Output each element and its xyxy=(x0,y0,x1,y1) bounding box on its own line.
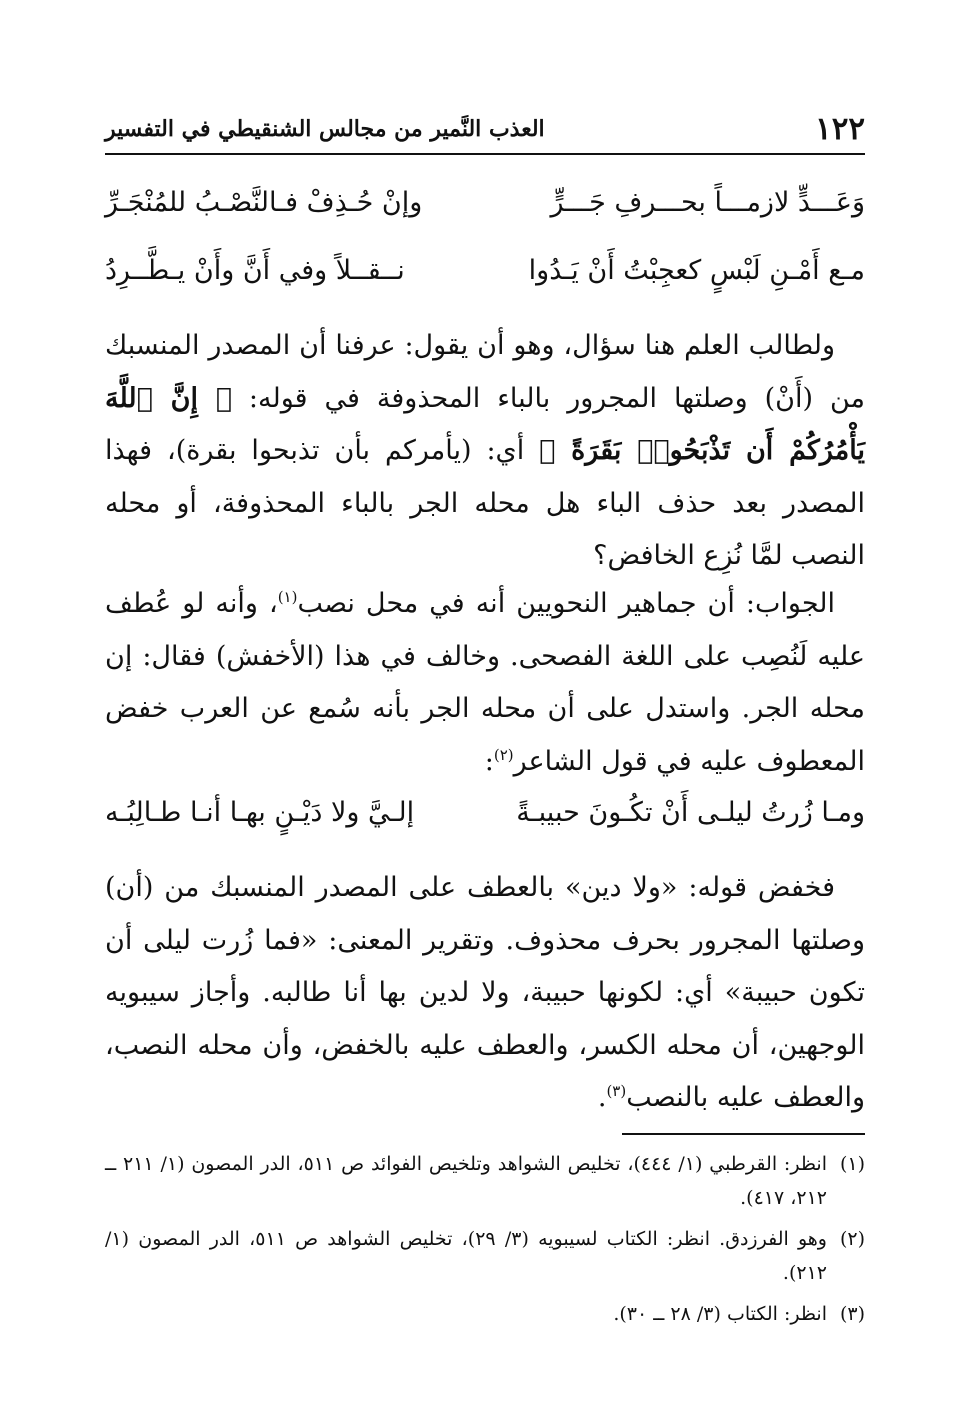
footnote-text: وهو الفرزدق. انظر: الكتاب لسيبويه (٣/ ٢٩)، تخليص الشواهد ص ٥١١، الدر المصون (١/ ٢١٢). xyxy=(105,1228,827,1284)
footnotes xyxy=(105,1148,865,1340)
page-header xyxy=(105,108,865,148)
verse-second-hemistich: وإنْ حُـذِفْ فـالنَّصْـبُ للمُنْجَـرِّ xyxy=(105,187,423,218)
paragraph-text: . xyxy=(597,1082,607,1113)
footnote-ref: (١) xyxy=(277,588,298,606)
verse-second-hemistich: نــقــلاً وفي أَنَّ وأَنْ يـطَّــرِدُ xyxy=(105,255,405,286)
poetry-verse xyxy=(105,248,865,296)
footnote xyxy=(105,1148,865,1215)
footnote xyxy=(105,1223,865,1290)
footnote-divider xyxy=(622,1133,865,1135)
paragraph-text: ولطالب العلم هنا سؤال، وهو أن يقول: عرفنا أن المصدر المنسبك من (أَنْ) وصلتها المجرور بالباء المحذوفة في قوله: xyxy=(105,330,866,414)
quran-verse: ﴿ إِنَّ ٱللَّهَ يَأْمُرُكُمْ أَن تَذْبَحُوا۟ بَقَرَةً ﴾ xyxy=(105,382,865,466)
footnote xyxy=(105,1298,865,1332)
paragraph-answer xyxy=(105,578,865,788)
verse-second-hemistich: إلـيَّ ولا دَيْـنٍ بهـا أنـا طـالِبُـه xyxy=(105,797,415,828)
verse-first-hemistich: وَعَـــدٍّ لازمـــاً بحـــرفِ جَـــرٍّ xyxy=(550,187,865,218)
page-number: ١٢٢ xyxy=(815,111,865,147)
verse-first-hemistich: ومـا زُرتُ ليلـى أَنْ تكُـونَ حبيبـةً xyxy=(516,797,865,828)
paragraph-explanation xyxy=(105,862,865,1125)
footnote-text: انظر: الكتاب (٣/ ٢٨ ــ ٣٠). xyxy=(613,1303,827,1325)
footnote-text: انظر: القرطبي (١/ ٤٤٤)، تخليص الشواهد وتلخيص الفوائد ص ٥١١، الدر المصون (١/ ٢١١ ــ ٢١٢، ٤١٧). xyxy=(105,1153,827,1209)
footnote-number: (٣) xyxy=(839,1303,865,1325)
poetry-verse xyxy=(105,790,865,838)
header-divider xyxy=(105,153,865,155)
footnote-ref: (٣) xyxy=(606,1082,627,1100)
paragraph-text: الجواب: أن جماهير النحويين أنه في محل نصب xyxy=(297,588,835,619)
poetry-verse xyxy=(105,180,865,228)
paragraph-text: ، وأنه لو عُطف عليه لَنُصِب على اللغة الفصحى. وخالف في هذا (الأخفش) فقال: إن محله الجر. واستدل على أن محله الجر بأنه سُمع عن العرب خفض المعطوف عليه في قول الشاعر xyxy=(105,588,865,777)
paragraph-text: : xyxy=(484,745,494,777)
paragraph-question xyxy=(105,320,865,583)
footnote-number: (١) xyxy=(839,1153,865,1175)
paragraph-text: أي: (يأمركم بأن تذبحوا بقرة)، فهذا المصدر بعد حذف الباء هل محله الجر بالباء المحذوفة، أو محله النصب لمَّا نُزِع الخافض؟ xyxy=(105,435,865,571)
paragraph-text: فخفض قوله: «ولا دين» بالعطف على المصدر المنسبك من (أن) وصلتها المجرور بحرف محذوف. وتقرير المعنى: «فما زُرت ليلى أن تكون حبيبة» أي: لكونها حبيبة، ولا لدين بها أنا طالبه. وأجاز سيبويه الوجهين، أن محله الكسر، والعطف عليه بالخفض، وأن محله النصب، والعطف عليه بالنصب xyxy=(105,872,865,1113)
verse-first-hemistich: مـع أَمْـنِ لَبْسٍ كعجِبْتُ أَنْ يَـدُوا xyxy=(528,255,865,286)
footnote-ref: (٢) xyxy=(493,745,514,764)
running-title: العذب النَّمير من مجالس الشنقيطي في التفسير xyxy=(105,116,545,142)
footnote-number: (٢) xyxy=(839,1228,865,1250)
